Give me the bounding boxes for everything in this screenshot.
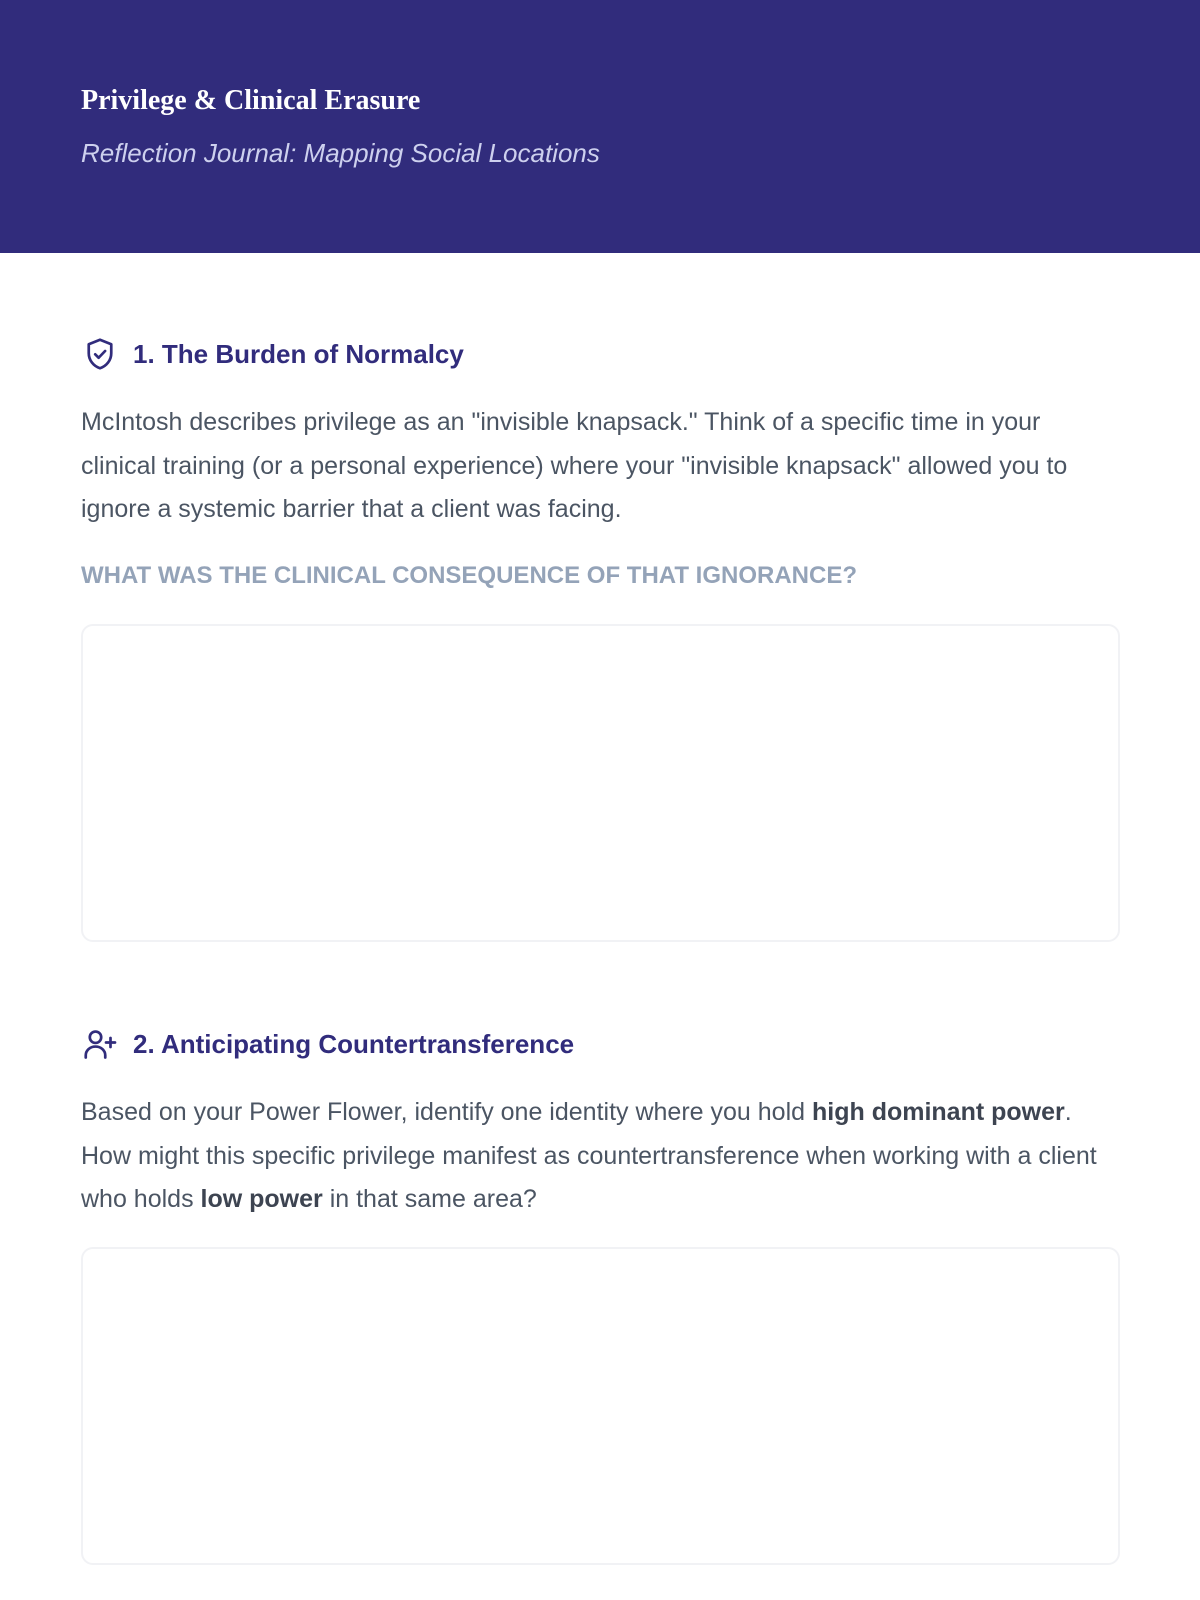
section-1-answer-field[interactable] bbox=[81, 624, 1120, 942]
section-2-prompt-text: in that same area? bbox=[322, 1185, 537, 1213]
journal-header bbox=[0, 0, 1200, 253]
section-2-prompt-emphasis-low: low power bbox=[200, 1185, 323, 1213]
section-2-prompt bbox=[81, 1091, 1121, 1222]
page-subtitle: Reflection Journal: Mapping Social Locations bbox=[81, 138, 600, 168]
section-1-sub-question: WHAT WAS THE CLINICAL CONSEQUENCE OF THAT IGNORANCE? bbox=[81, 562, 857, 589]
section-1-heading bbox=[81, 332, 464, 376]
section-1-prompt: McIntosh describes privilege as an "invisible knapsack." Think of a specific time in your clinical training (or a personal experience) where your "invisible knapsack" allowed you to ignore a systemic barrier that a client was facing. bbox=[81, 408, 1068, 523]
section-2-prompt-text: Based on your Power Flower, identify one identity where you hold bbox=[81, 1098, 812, 1126]
section-2-prompt-emphasis-high: high dominant power bbox=[811, 1098, 1065, 1126]
user-plus-icon bbox=[81, 1025, 119, 1063]
section-2-title: 2. Anticipating Countertransference bbox=[133, 1028, 575, 1059]
section-1-title: 1. The Burden of Normalcy bbox=[133, 338, 464, 369]
shield-check-icon bbox=[81, 335, 119, 373]
section-2-answer-field[interactable] bbox=[81, 1247, 1120, 1565]
section-2-heading bbox=[81, 1022, 574, 1066]
section-2-prompt-text: . How might this specific privilege manifest as countertransference when working with a client who holds bbox=[81, 1098, 1097, 1213]
page-title: Privilege & Clinical Erasure bbox=[81, 85, 421, 116]
